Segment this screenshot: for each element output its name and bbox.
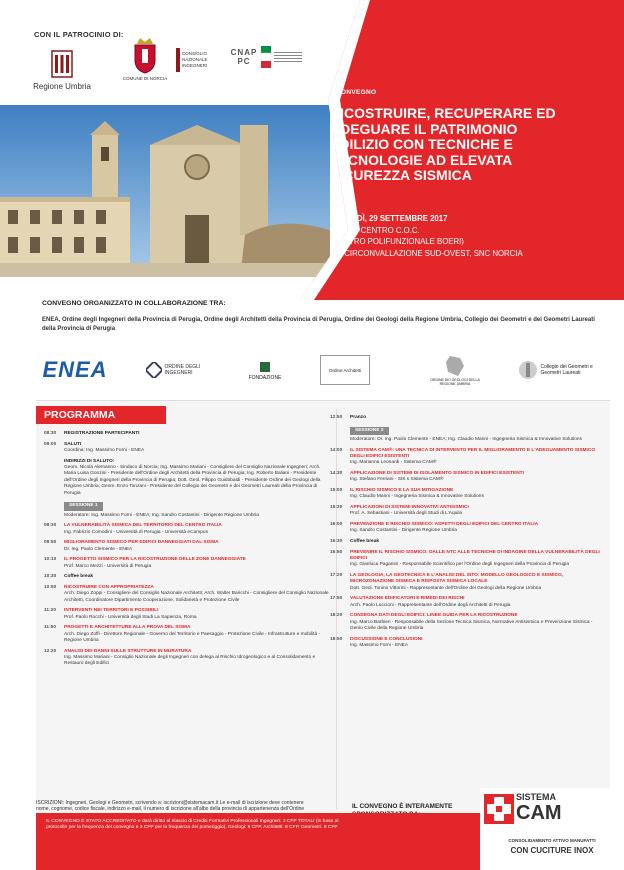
ordine-ingegneri-icon [146,362,162,378]
item-speaker: Geom. Nicola Alemanno - Sindaco di Norcia; Ing. Massimo Mariani - Consigliere del Consiglio Nazionale Ingegneri; Arch. Maria Luisa Gonzini - Presidente dell'Ordine degli Architetti della Provincia di Perugia; Ing. Roberto Baliani - Presidente dell'Ordine degli Ingegneri della Provincia di Perugia; Dott. Geol. Filippo Guidobaldi - Presidente Ordine dei Geologi della Regione Umbria; Geom. Enzo Tonzani - Presidente del Collegio dei Geometri e dei Geometri Laureati della Provincia di Perugia [64,465,321,496]
programma-item [330,471,604,484]
programma-item [44,442,330,455]
iscrizioni-info: ISCRIZIONI: Ingegneri, Geologi e Geometri, scrivendo a: iscrizioni@sistemacam.it Le e-mail di iscrizione deve contenere nome, cognome, codice fiscale, indirizzo e-mail, il numero di iscrizione all'albo della provincia di appartenenza dell'Ordine [36,800,305,813]
item-speaker: Ing. Fabrizio Comodini - Università di Perugia - Università eCampus [64,529,208,535]
sistema-cam-logo [480,788,624,870]
ordine-architetti-logo [315,350,375,390]
item-time: 10:30 [44,574,57,580]
item-time: 11:50 [44,625,57,631]
programma-header: PROGRAMMA [36,406,166,424]
programma-item [330,488,604,501]
item-time: 16:50 [330,549,343,555]
italy-flag-icon [261,46,271,68]
patron-name: COMUNE DI NORCIA [122,76,168,81]
collegio-geometri-logo [514,350,604,390]
patron-logos [30,50,330,100]
cam-wordmark: CAM [516,802,562,824]
item-title: REGISTRAZIONE PARTECIPANTI [64,431,140,436]
programma-item [44,585,330,604]
item-time: 09:50 [44,540,57,546]
item-speaker: Ing. Gianluca Paganini - Responsabile Scientifico per l'Ordine degli Ingegneri della Provincia di Perugia [350,562,570,568]
programma-item [330,437,604,443]
item-time: 15:00 [330,488,343,493]
programma-item [330,550,604,569]
partner-logos [30,350,610,395]
partner-name: Collegio dei Geometri e Geometri Laureati [540,364,593,376]
item-speaker: Dott. Geol. Tonino Vittorini - Rappresentante dell'Ordine dei Geologi della Regione Umbria [350,585,542,591]
item-title: CONSEGNA DATI DEGLI EDIFICI: LINEE GUIDA PER LA RICOSTRUZIONE [350,613,518,619]
programma-item [330,613,604,632]
collab-text: ENEA, Ordine degli Ingegneri della Provincia di Perugia, Ordine degli Architetti della Provincia di Perugia, Ordine dei Geologi della Regione Umbria, Collegio dei Geometri e dei Geometri Laureati della Provincia di Perugia [42,317,595,332]
collegio-geometri-icon [518,359,538,381]
item-speaker: Coordina: Ing. Massimo Forni - ENEA [64,448,145,453]
item-speaker: Arch. Diego Zoffi - Direttore Regionale - Governo del Territorio e Paesaggio - Protezione Civile - Infrastrutture e mobilità - Regione Umbria [64,631,321,644]
venue-line-1: NUOVO CENTRO C.O.C. [330,225,420,235]
umbria-map-icon [444,354,466,378]
regione-umbria-emblem-icon [51,50,73,78]
item-speaker: Arch. Diego Zoppi - Consigliere del Consiglio Nazionale Architetti; Arch. Walter Baricchi - Consigliere del Consiglio Nazionale Architetti, Coordinatore Dipartimento Cooperazione, Solidarietà e Protezione Civile [64,591,329,603]
item-time: 16:00 [330,522,343,527]
programma-item [330,448,604,467]
item-time: 08:30 [44,431,57,436]
fondazione-icon [257,359,273,375]
patronage-label: CON IL PATROCINIO DI: [34,30,124,39]
item-title: INTERVENTI NEI TERRITORI E POSSIBILI [64,608,159,614]
item-time: 14:30 [330,471,343,476]
item-title: APPLICAZIONI DI SISTEMI INNOVATIVI ANTISISMICI [350,505,469,510]
item-time: 16:30 [330,539,343,544]
item-time: 12:50 [330,415,343,420]
programma-item [44,649,330,668]
comune-norcia-logo [120,36,170,81]
item-speaker: Ing. Sandro Costantini - Dirigente Regione Umbria [350,528,457,534]
ordine-ingegneri-logo [140,350,220,390]
item-title: Coffee break [350,539,380,544]
patron-name: CONSIGLIO NAZIONALE INGEGNERI [182,51,208,68]
venue-line-2: (CENTRO POLIFUNZIONALE BOERI) [330,237,464,246]
programma-item [330,637,604,650]
programma-item [330,505,604,518]
event-date: VENERDÌ, 29 SETTEMBRE 2017 [330,214,448,223]
item-time: 09:00 [44,441,57,447]
item-speaker: Moderatore: Dr. Ing. Paolo Clemente - ENEA; Ing. Claudio Manni - Ingegneria Sismica & Innovative Solutions [350,437,582,442]
cnappc-text-lines-icon [274,50,302,64]
item-time: 15:30 [330,505,343,510]
collab-title: CONVEGNO ORGANIZZATO IN COLLABORAZIONE TRA: [42,300,226,307]
partner-name: Ordine Architetti [328,367,361,373]
programma-item [330,596,604,609]
programma-item [44,459,330,497]
item-time: 12:20 [44,648,57,654]
partner-name: ORDINE DEGLI INGEGNERI [164,364,201,376]
item-speaker: Ing. Massimo Mariani - Consiglio Nazionale degli Ingegneri con delega al Rischio Idrogeologico e al Consolidamento e Restauro degli Edifici [64,655,316,667]
item-time: 10:10 [44,557,57,563]
programma-left-column [44,431,330,672]
item-title: ANALISI DEI DANNI SULLE STRUTTURE IN MURATURA [64,648,192,654]
item-title: MIGLIORAMENTO SISMICO PER EDIFICI DANNEGGIATI DAL SISMA [64,540,219,546]
item-title: Pranzo [350,415,366,420]
partner-name: ORDINE DEI GEOLOGI DELLA REGIONE UMBRIA [430,378,480,386]
item-time [330,437,350,443]
item-title: INDIRIZZI DI SALUTO: [64,458,115,464]
item-speaker: Ing. Massimo Forni - ENEA [350,643,409,649]
cam-cross-icon [482,792,516,826]
programma-item [44,625,330,644]
cni-logo [176,48,232,72]
programma-item [44,574,330,580]
item-speaker: Prof. Paolo Rocchi - Università degli Studi La Sapienza, Roma [64,614,197,620]
programma-item [44,557,330,570]
ordine-geologi-logo [425,350,485,390]
item-time: 10:50 [44,584,57,590]
item-time [44,459,64,497]
cam-title: SISTEMA [516,792,557,802]
item-time: 17:20 [330,573,343,578]
cni-mark-icon [176,48,180,72]
patron-name: CNAPPC [230,48,258,66]
credits-band [36,813,496,870]
programma-item [330,539,604,545]
session-label: SESSIONE 2 [350,427,389,435]
partner-name: FONDAZIONE [248,375,282,381]
item-title: Coffee break [64,574,94,580]
item-title: APPLICAZIONE DI SISTEMI DI ISOLAMENTO SISMICO IN EDIFICI ESISTENTI [350,471,524,476]
item-time: 11:20 [44,608,57,614]
patron-name: Regione Umbria [33,82,91,91]
programma-item [330,415,604,421]
fondazione-logo [240,350,290,390]
item-time [44,513,64,519]
item-title: RICOSTRUIRE CON APPROPRIATEZZA [64,584,154,590]
item-title: IL RISCHIO SISMICO E LA SUA MITIGAZIONE [350,488,454,493]
sponsor-label: IL CONVEGNO È INTERAMENTE [352,803,453,810]
cam-tagline-2: CON CUCITURE INOX [510,846,594,855]
cnappc-logo [230,46,310,68]
programma-item [44,608,330,621]
enea-logo [40,350,110,390]
item-speaker: Dr. Ing. Paolo Clemente - ENEA [64,546,133,552]
item-speaker: Arch. Paolo Luccioni - Rappresentante dell'Ordine degli Architetti di Perugia [350,602,511,608]
item-speaker: Ing. Claudio Manni - Ingegneria Sismica & Innovative Solutions [350,494,484,500]
item-time: 18:20 [330,613,343,619]
programma-right-column [330,415,604,654]
item-time: 18:50 [330,636,343,642]
session-label: SESSIONE 1 [64,502,103,510]
venue-line-3: VIA CIRCONVALLAZIONE SUD-OVEST, SNC NORCIA [330,248,523,258]
ordine-architetti-mark-icon [320,355,370,385]
convegno-label: CONVEGNO [336,89,377,96]
item-speaker: Prof. Marco Mezzi - Università di Perugia [64,563,152,569]
programma-item [330,522,604,535]
item-time: 09:30 [44,523,57,529]
hero-photo [0,105,330,277]
crest-icon [132,36,158,74]
partner-name: ENEA [42,357,108,382]
item-speaker: Ing. Stefano Ferriani - SIS s Sistema CAM® [350,477,444,483]
item-speaker: Prof. A. Sebastiani - Università degli Studi di L'Aquila [350,511,463,517]
item-speaker: Moderatore: Ing. Massimo Forni - ENEA; Ing. Sandro Costantini - Dirigente Regione Umbria [64,512,259,518]
item-title: VALUTAZIONE EDIFICATORI E RIMEDI DEI RISCHI [350,596,465,602]
norcia-square-photo-icon [0,105,330,277]
item-time: 17:50 [330,596,343,602]
item-title: PREVENZIONE E RISCHIO SISMICO: ASPETTI DEGLI EDIFICI DEL CENTRO ITALIA [350,522,539,527]
programma-item [330,573,604,592]
programma-item [44,431,330,437]
item-title: DISCUSSIONE E CONCLUSIONI [350,636,423,642]
programma-item [44,513,330,519]
event-title: RICOSTRUIRE, RECUPERARE ED ADEGUARE IL PATRIMONIO EDILIZIO CON TECNICHE E TECNOLOGIE AD ELEVATA SICUREZZA SISMICA [330,105,556,183]
item-title: PROGETTI E ARCHITETTURE ALLA PROVA DEL SISMA [64,625,191,631]
item-title: IL PROGETTO SISMICO PER LA RICOSTRUZIONE DELLE ZONE DANNEGGIATE [64,557,246,563]
item-title: IL SISTEMA CAM®: UNA TECNICA DI INTERVENTO PER IL MIGLIORAMENTO E L'ADEGUAMENTO SISMICO DEGLI EDIFICI ESISTENTI [350,447,596,459]
regione-umbria-logo [32,50,92,91]
item-title: LA VULNERABILITÀ SISMICA DEL TERRITORIO DEL CENTRO ITALIA [64,523,222,529]
item-speaker: Ing. Marianna Leonardi - Sistema CAM® [350,460,437,466]
event-date-venue [330,213,590,259]
item-title: LA GEOLOGIA, LA GEOTECNICA E L'ANALISI DEL SITO: MODELLO GEOLOGICO E SISMICO, MICROZONAZIONE SISMICA E RISPOSTA SISMICA LOCALE [350,573,564,585]
item-time: 14:00 [330,447,343,453]
programma-item [44,540,330,553]
credits-text: IL CONVEGNO È STATO ACCREDITATO e dará diritto al rilascio di Crediti Formativi Professionali Ingegneri: 3 CFP TOTALI (in base al protocollo per la frequenza del convegno e 3 CFP per la frequenza dei pomeriggio), Geologi: 8 CFP, Architetti: 8 CFP, Geometri: 8 CFP [46,819,339,831]
item-title: PREVENIRE IL RISCHIO SISMICO: DALLE NTC ALLE TECNICHE DI INDAGINE DELLA VULNERABILITÀ DEGLI EDIFICI [350,549,600,561]
programma-item [44,523,330,536]
programma-section [36,400,610,820]
item-title: SALUTI [64,441,82,447]
item-speaker: Ing. Marco Barbieri - Responsabile della Sezione Tecnica Sismica, Normative Antisismica e Prevenzione Sismica - Genio Civile della Regione Umbria [350,619,593,632]
cam-tagline: CONSOLIDAMENTO ATTIVO MANUFATTI [508,838,596,843]
